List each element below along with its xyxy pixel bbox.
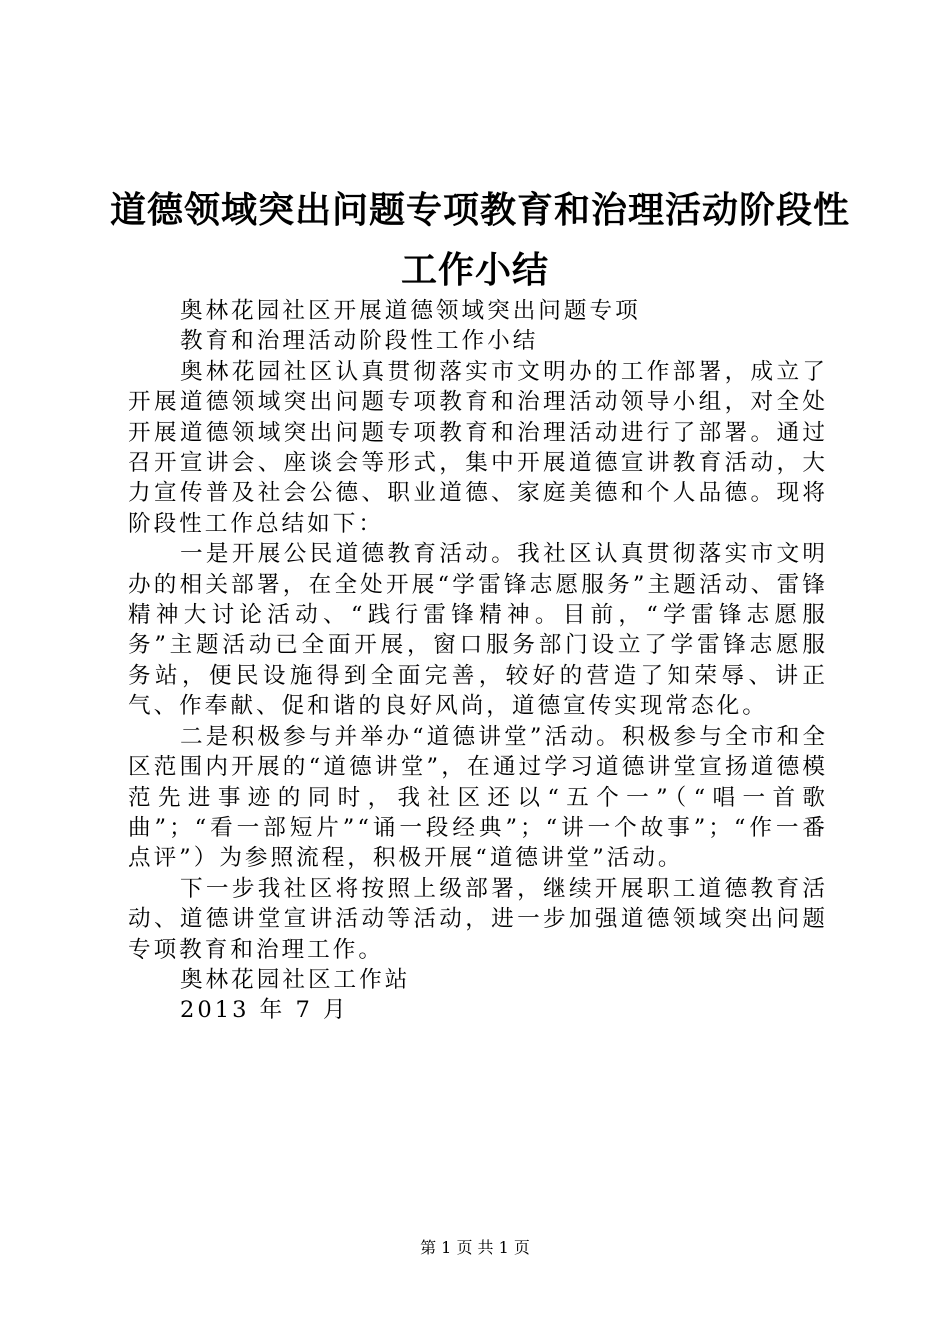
document-date: 2013 年 7 月 <box>180 997 349 1024</box>
subtitle-line-1: 奥林花园社区开展道德领域突出问题专项 <box>180 298 641 324</box>
paragraph-point-one: 一是开展公民道德教育活动。我社区认真贯彻落实市文明办的相关部署，在全处开展“学雷锋志愿服务”主题活动、雷锋精神大讨论活动、“践行雷锋精神。目前，“学雷锋志愿服务”主题活动已全面开展，窗口服务部门设立了学雷锋志愿服务站，便民设施得到全面完善，较好的营造了知荣辱、讲正气、作奉献、促和谐的良好风尚，道德宣传实现常态化。 <box>128 541 828 720</box>
subtitle-line-2: 教育和治理活动阶段性工作小结 <box>180 328 539 355</box>
signature: 奥林花园社区工作站 <box>180 966 411 993</box>
page-footer: 第 1 页 共 1 页 <box>420 1238 530 1257</box>
paragraph-intro: 奥林花园社区认真贯彻落实市文明办的工作部署，成立了开展道德领域突出问题专项教育和治理活动领导小组，对全处开展道德领域突出问题专项教育和治理活动进行了部署。通过召开宣讲会、座谈会等形式，集中开展道德宣讲教育活动，大力宣传普及社会公德、职业道德、家庭美德和个人品德。现将阶段性工作总结如下： <box>128 358 828 537</box>
document-title-line-2: 工作小结 <box>400 249 549 291</box>
document-title-line-1: 道德领域突出问题专项教育和治理活动阶段性 <box>110 189 851 231</box>
paragraph-next-steps: 下一步我社区将按照上级部署，继续开展职工道德教育活动、道德讲堂宣讲活动等活动，进一步加强道德领域突出问题专项教育和治理工作。 <box>128 875 828 963</box>
paragraph-point-two: 二是积极参与并举办“道德讲堂”活动。积极参与全市和全区范围内开展的“道德讲堂”，在通过学习道德讲堂宣扬道德模范先进事迹的同时，我社区还以“五个一”（“唱一首歌曲”；“看一部短片”“诵一段经典”；“讲一个故事”；“作一番点评”）为参照流程，积极开展“道德讲堂”活动。 <box>128 723 828 872</box>
document-body <box>128 296 828 1026</box>
